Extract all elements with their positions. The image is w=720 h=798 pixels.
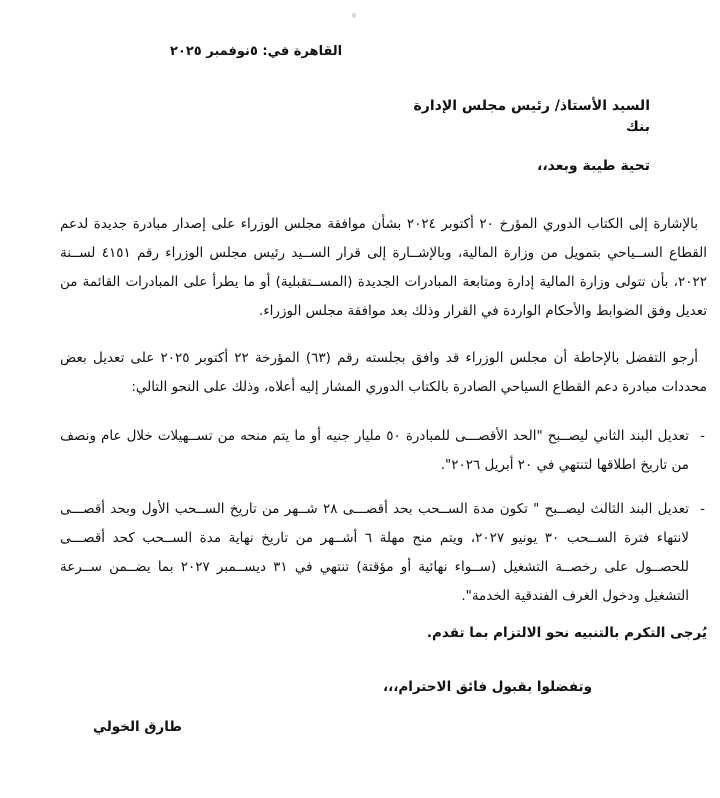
signature-name: طارق الخولي — [93, 719, 182, 735]
list-item — [60, 495, 707, 611]
letter-date: القاهرة في: ٥نوفمبر ٢٠٢٥ — [170, 44, 343, 59]
dash-bullet-icon: - — [700, 428, 705, 444]
amendment-clause-two: تعديل البند الثاني ليصــبح "الحد الأقصـــى للمبادرة ٥٠ مليار جنيه أو ما يتم منحه من تســهيلات خلال عام ونصف من تاريخ اطلاقها لتنتهي في ٢٠ أبريل ٢٠٢٦". — [60, 428, 689, 473]
list-item — [60, 422, 707, 480]
addressee-title: السيد الأستاذ/ رئيس مجلس الإدارة — [413, 98, 650, 114]
paragraph-reference: بالإشارة إلى الكتاب الدوري المؤرخ ٢٠ أكتوبر ٢٠٢٤ بشأن موافقة مجلس الوزراء على إصدار مبادرة جديدة لدعم القطاع الســياحي بتمويل من وزارة المالية، وبالإشــارة إلى قرار الســيد رئيس مجلس الوزراء رقم ٤١٥١ لســنة ٢٠٢٢، بأن تتولى وزارة المالية إدارة ومتابعة المبادرات الجديدة (المســتقبلية) أو ما يطرأ على المبادرات القائمة من تعديل وفق الضوابط والأحكام الواردة في القرار وذلك بعد موافقة مجلس الوزراء. — [60, 216, 707, 319]
amendment-clause-three: تعديل البند الثالث ليصــبح " تكون مدة الســحب بحد أقصـــى ٢٨ شــهر من تاريخ الســحب الأول وبحد أقصـــى لانتهاء فترة الســحب ٣٠ يونيو ٢٠٢٧، ويتم منح مهلة ٦ أشــهر من تاريخ نهاية مدة الســحب كحد أقصـــى للحصــول على رخصــة التشغيل (ســواء نهائية أو مؤقتة) تنتهي في ٣١ ديســمبر ٢٠٢٧ بما يضــمن ســرعة التشغيل ودخول الغرف الفندقية الخدمة". — [60, 501, 689, 604]
addressee-block — [414, 96, 650, 138]
addressee-organization: بنك — [625, 119, 650, 135]
dash-bullet-icon: - — [700, 501, 705, 517]
paragraph-decision: أرجو التفضل بالإحاطة أن مجلس الوزراء قد وافق بجلسته رقم (٦٣) المؤرخة ٢٢ أكتوبر ٢٠٢٥ على تعديل بعض محددات مبادرة دعم القطاع السياحي الصادرة بالكتاب الدوري المشار إليه أعلاه، وذلك على النحو التالي: — [60, 350, 707, 395]
closing-instruction: يُرجى التكرم بالتنبيه نحو الالتزام بما تقدم. — [426, 625, 707, 641]
salutation: تحية طيبة وبعد،، — [537, 158, 650, 174]
amendments-list — [60, 422, 707, 611]
compliments-close: وتفضلوا بقبول فائق الاحترام،،، — [382, 679, 592, 695]
letter-body — [60, 210, 707, 742]
scan-speck — [352, 13, 356, 18]
